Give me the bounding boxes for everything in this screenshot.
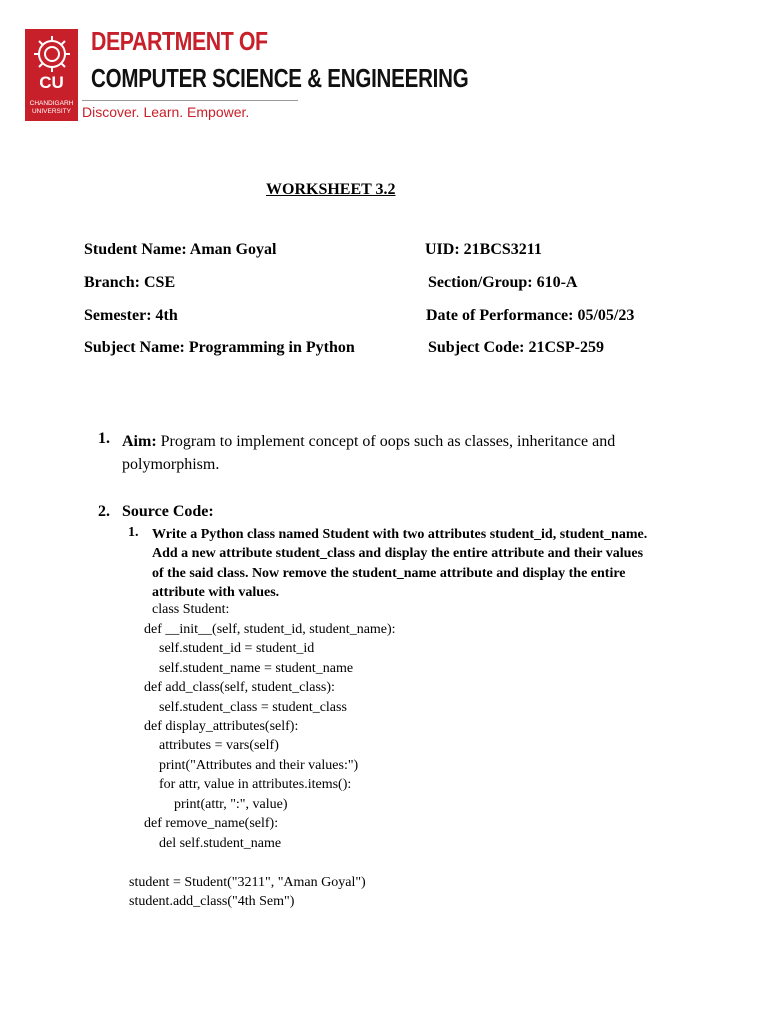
semester: Semester: 4th [84, 307, 178, 324]
header-divider [82, 100, 298, 101]
code-line: def add_class(self, student_class): [144, 680, 335, 695]
subject-name: Subject Name: Programming in Python [84, 339, 355, 356]
code-line: for attr, value in attributes.items(): [159, 777, 352, 792]
code-line: def display_attributes(self): [144, 719, 299, 734]
question-number: 1. [128, 525, 139, 540]
aim-number: 1. [98, 430, 110, 447]
aim-paragraph [122, 430, 662, 476]
code-line: del self.student_name [159, 836, 282, 851]
code-line: print(attr, ":", value) [174, 797, 288, 812]
department-title-line1: DEPARTMENT OF [91, 26, 268, 56]
question-text: Write a Python class named Student with two attributes student_id, student_name. Add a new attribute student_class and display the entire attribute and their values of the said class. Now remove the student_name attribute and display the entire attribute with values. [152, 527, 648, 600]
code-line: student.add_class("4th Sem") [129, 894, 295, 909]
aim-label: Aim: [122, 433, 157, 450]
tagline: Discover. Learn. Empower. [82, 104, 250, 120]
code-line: attributes = vars(self) [159, 738, 279, 753]
code-line: print("Attributes and their values:") [159, 758, 359, 773]
logo-university-text: CHANDIGARH UNIVERSITY [29, 100, 74, 115]
code-line: self.student_id = student_id [159, 641, 315, 656]
code-line: student = Student("3211", "Aman Goyal") [129, 875, 366, 890]
code-line: def __init__(self, student_id, student_name): [144, 622, 396, 637]
source-number: 2. [98, 503, 110, 520]
uid: UID: 21BCS3211 [425, 241, 542, 258]
code-line: class Student: [152, 602, 230, 617]
emblem-icon [33, 35, 71, 73]
code-line: self.student_name = student_name [159, 661, 354, 676]
code-line: self.student_class = student_class [159, 700, 347, 715]
worksheet-title: WORKSHEET 3.2 [266, 181, 396, 198]
aim-text: Program to implement concept of oops such as classes, inheritance and polymorphism. [122, 433, 616, 473]
department-title-line2: COMPUTER SCIENCE & ENGINEERING [91, 63, 469, 93]
subject-code: Subject Code: 21CSP-259 [428, 339, 604, 356]
date-of-performance: Date of Performance: 05/05/23 [426, 307, 635, 324]
university-logo [25, 29, 78, 121]
code-line: def remove_name(self): [144, 816, 279, 831]
source-heading: Source Code: [122, 503, 214, 520]
logo-cu-text: CU [39, 73, 64, 92]
section-group: Section/Group: 610-A [428, 274, 578, 291]
student-name: Student Name: Aman Goyal [84, 241, 277, 258]
branch: Branch: CSE [84, 274, 176, 291]
